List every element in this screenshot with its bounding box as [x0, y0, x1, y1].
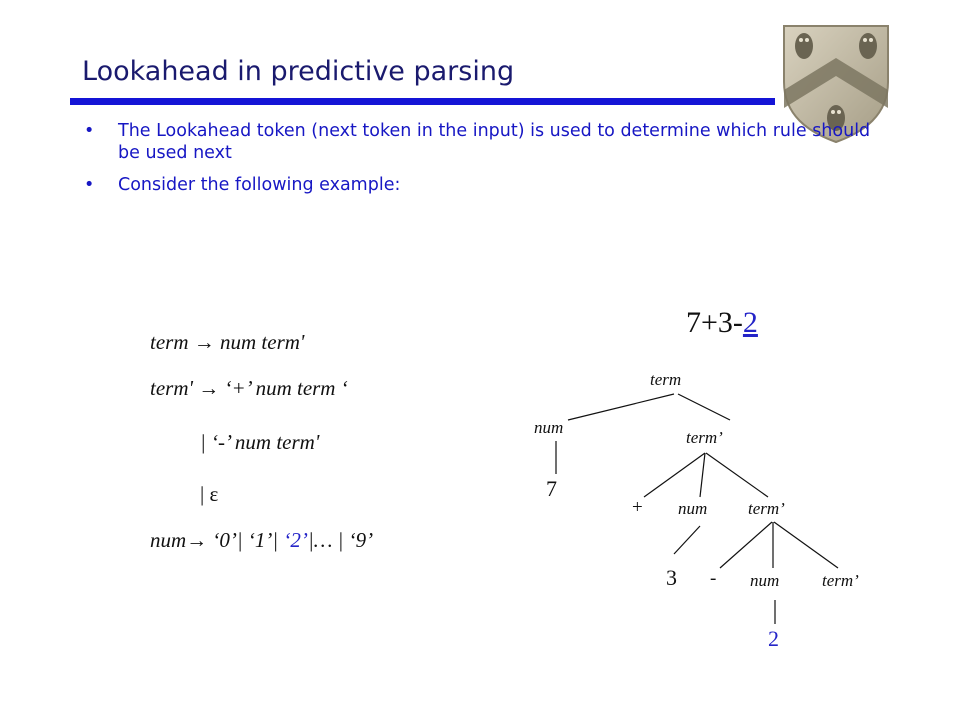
grammar-rule: | ‘-’ num term'	[200, 430, 320, 454]
bullet-text: Consider the following example:	[118, 175, 401, 195]
bullet-icon: •	[84, 175, 95, 195]
bullet-text: The Lookahead token (next token in the input) is used to determine which rule should be used next	[118, 121, 871, 163]
tree-node-term-prime: term’	[686, 428, 723, 447]
tree-leaf: 7	[546, 476, 557, 501]
tree-edge	[700, 453, 705, 497]
grammar-rule: | ε	[200, 482, 219, 506]
slide-title: Lookahead in predictive parsing	[82, 56, 515, 87]
tree-node-minus: -	[710, 568, 717, 589]
tree-leaf-lookahead: 2	[768, 626, 779, 651]
grammar-rule: term' → ‘+’ num term ‘	[150, 376, 348, 400]
tree-edge	[774, 522, 838, 568]
tree-node-term-prime: term’	[822, 571, 859, 590]
tree-edge	[720, 522, 772, 568]
tree-node-term-prime: term’	[748, 499, 785, 518]
grammar-rule: term → num term'	[150, 330, 305, 354]
tree-edge	[644, 453, 705, 497]
expression-prefix: 7+3-	[686, 306, 743, 339]
tree-edge	[706, 453, 768, 497]
tree-node-plus: +	[632, 497, 643, 518]
tree-node-num: num	[534, 418, 564, 437]
grammar-highlight: ‘2’	[283, 528, 308, 552]
tree-leaf: 3	[666, 565, 677, 590]
grammar-rule-part: num→ ‘0’| ‘1’|	[150, 528, 284, 552]
tree-edge	[678, 394, 730, 420]
tree-node-num: num	[678, 499, 708, 518]
lookahead-token: 2	[742, 306, 758, 339]
tree-node-num: num	[750, 571, 780, 590]
tree-edge	[568, 394, 674, 420]
tree-edge	[674, 526, 700, 554]
bullet-icon: •	[84, 121, 95, 141]
tree-node-term: term	[650, 370, 682, 389]
grammar-rule-part: |… | ‘9’	[307, 528, 374, 552]
